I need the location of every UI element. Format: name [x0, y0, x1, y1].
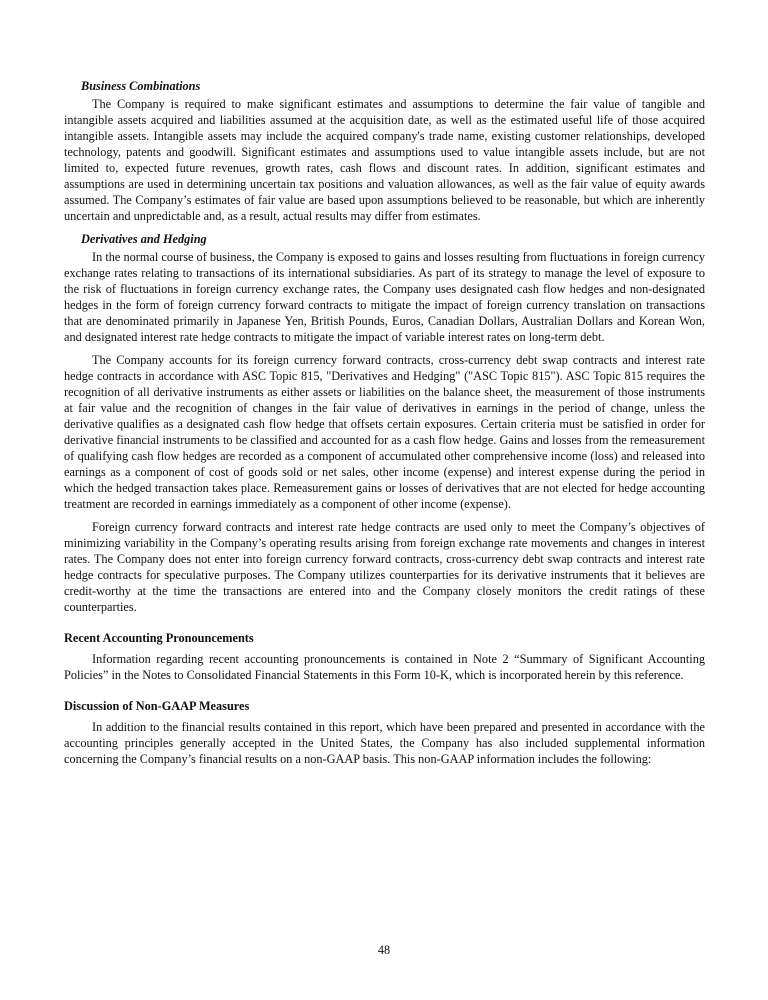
- paragraph-derivatives-accounting: The Company accounts for its foreign currency forward contracts, cross-currency debt swap contracts and interest rate hedge contracts in accordance with ASC Topic 815, "Derivatives and Hedging" ("ASC Topic 815"). ASC Topic 815 requires the recognition of all derivative instruments as either assets or liabilities on the balance sheet, the measurement of those instruments at fair value and the recognition of changes in the fair value of derivatives in earnings in the period of change, unless the derivative qualifies as a designated cash flow hedge that offsets certain exposures. Certain criteria must be satisfied in order for derivative financial instruments to be classified and accounted for as a cash flow hedge. Gains and losses from the remeasurement of qualifying cash flow hedges are recorded as a component of accumulated other comprehensive income (loss) and released into earnings as a component of cost of goods sold or net sales, other income (expense) and interest expense during the period in which the hedged transaction takes place. Remeasurement gains or losses of derivatives that are not elected for hedge accounting treatment are recorded in earnings immediately as a component of other income (expense).: [64, 353, 705, 511]
- section-heading-non-gaap-measures: Discussion of Non-GAAP Measures: [64, 699, 250, 713]
- paragraph-business-combinations: The Company is required to make significant estimates and assumptions to determine the fair value of tangible and intangible assets acquired and liabilities assumed at the acquisition date, as well as the estimated useful life of those acquired intangible assets. Intangible assets may include the acquired company's trade name, existing customer relationships, developed technology, patents and goodwill. Significant estimates and assumptions used to value intangible assets include, but are not limited to, expected future revenues, growth rates, cash flows and discount rates. In addition, significant estimates and assumptions are used in determining uncertain tax positions and valuation allowances, as well as the fair value of equity awards assumed. The Company’s estimates of fair value are based upon assumptions believed to be reasonable, but which are inherently uncertain and unpredictable and, as a result, actual results may differ from estimates.: [64, 97, 705, 223]
- paragraph-derivatives-objectives: Foreign currency forward contracts and interest rate hedge contracts are used only to meet the Company’s objectives of minimizing variability in the Company’s operating results arising from foreign exchange rate movements and changes in interest rates. The Company does not enter into foreign currency forward contracts, cross-currency debt swap contracts and interest rate hedge contracts for speculative purposes. The Company utilizes counterparties for its derivative instruments that it believes are credit-worthy at the time the transactions are entered into and the Company closely monitors the credit ratings of these counterparties.: [64, 520, 705, 614]
- document-page: [64, 78, 705, 767]
- section-heading-recent-accounting-pronouncements: Recent Accounting Pronouncements: [64, 631, 254, 645]
- page-number: 48: [377, 943, 391, 957]
- section-heading-derivatives-and-hedging: Derivatives and Hedging: [81, 232, 207, 246]
- paragraph-recent-accounting-pronouncements: Information regarding recent accounting pronouncements is contained in Note 2 “Summary of Significant Accounting Policies” in the Notes to Consolidated Financial Statements in this Form 10-K, which is incorporated herein by this reference.: [64, 652, 705, 682]
- paragraph-non-gaap-measures: In addition to the financial results contained in this report, which have been prepared and presented in accordance with the accounting principles generally accepted in the United States, the Company has also included supplemental information concerning the Company’s financial results on a non-GAAP basis. This non-GAAP information includes the following:: [64, 720, 705, 766]
- section-heading-business-combinations: Business Combinations: [81, 79, 201, 93]
- paragraph-derivatives-exposure: In the normal course of business, the Company is exposed to gains and losses resulting from fluctuations in foreign currency exchange rates relating to transactions of its international subsidiaries. As part of its strategy to manage the level of exposure to the risk of fluctuations in foreign currency exchange rates, the Company uses designated cash flow hedges and non-designated hedges in the form of foreign currency forward contracts to mitigate the impact of foreign currency translation on transactions that are denominated primarily in Japanese Yen, British Pounds, Euros, Canadian Dollars, Australian Dollars and Korean Won, and designated interest rate hedge contracts to mitigate the impact of variable interest rates on long-term debt.: [64, 250, 705, 344]
